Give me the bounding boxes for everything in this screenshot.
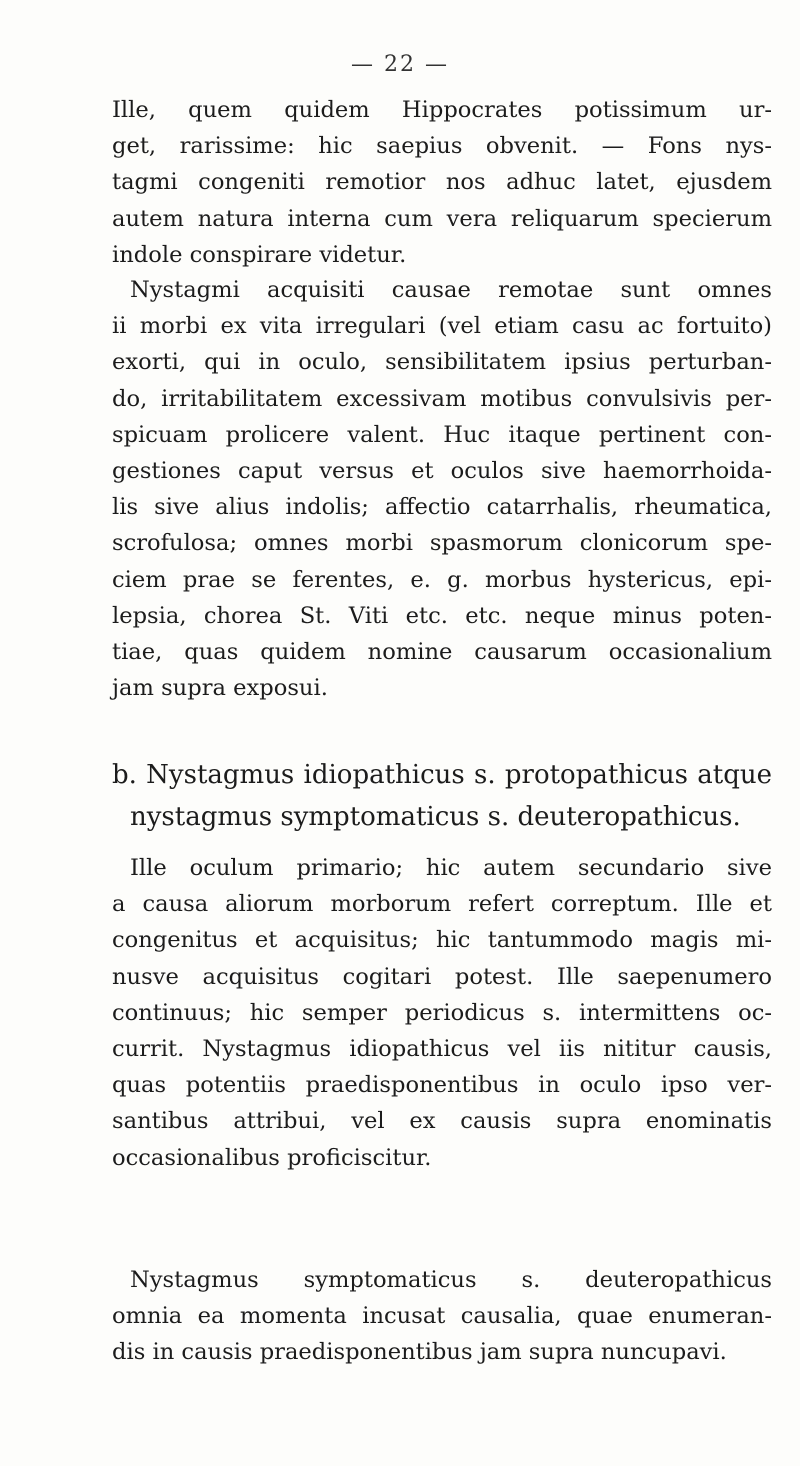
text-line: Nystagmi acquisiti causae remotae sunt omnes xyxy=(130,277,772,303)
text-line: tiae, quas quidem nomine causarum occasionalium xyxy=(112,639,772,666)
text-line: congenitus et acquisitus; hic tantummodo magis mi- xyxy=(112,927,772,954)
text-line: gestiones caput versus et oculos sive haemorrhoida- xyxy=(112,458,772,485)
text-line: lepsia, chorea St. Viti etc. etc. neque minus poten- xyxy=(112,602,772,629)
text-line: santibus attribui, vel ex causis supra enominatis xyxy=(112,1108,772,1135)
text-line: nusve acquisitus cogitari potest. Ille saepenumero xyxy=(112,963,772,990)
paragraph-idiopathicus xyxy=(112,850,772,1176)
text-line: currit. Nystagmus idiopathicus vel iis nititur causis, xyxy=(112,1036,772,1063)
paragraph-nystagmus-acquisiti xyxy=(112,272,772,706)
text-line: a causa aliorum morborum refert correptum. Ille et xyxy=(112,891,772,918)
page-number: — 22 — xyxy=(351,52,449,77)
paragraph-continuation xyxy=(112,92,772,273)
text-line: indole conspirare videtur. xyxy=(112,241,407,268)
text-line: do, irritabilitatem excessivam motibus convulsivis per- xyxy=(112,385,772,412)
text-line: occasionalibus proficiscitur. xyxy=(112,1144,432,1171)
text-line: jam supra exposui. xyxy=(112,675,328,702)
text-line: ciem prae se ferentes, e. g. morbus hystericus, epi- xyxy=(112,566,772,593)
text-line: ii morbi ex vita irregulari (vel etiam casu ac fortuito) xyxy=(112,313,772,340)
section-heading xyxy=(112,754,772,838)
text-line: lis sive alius indolis; affectio catarrhalis, rheumatica, xyxy=(112,494,772,521)
text-line: Ille oculum primario; hic autem secundario sive xyxy=(130,855,772,881)
text-line: dis in causis praedisponentibus jam supra nuncupavi. xyxy=(112,1339,727,1366)
text-line: Nystagmus symptomaticus s. deuteropathicus xyxy=(130,1267,772,1293)
paragraph-symptomaticus xyxy=(112,1262,772,1371)
text-line: autem natura interna cum vera reliquarum specierum xyxy=(112,205,772,232)
text-line: omnia ea momenta incusat causalia, quae enumeran- xyxy=(112,1303,772,1330)
heading-line: b. Nystagmus idiopathicus s. protopathicus atque xyxy=(112,760,772,790)
heading-line: nystagmus symptomaticus s. deuteropathicus. xyxy=(130,802,741,832)
text-line: Ille, quem quidem Hippocrates potissimum ur- xyxy=(112,97,772,123)
text-line: scrofulosa; omnes morbi spasmorum clonicorum spe- xyxy=(112,530,772,557)
text-line: continuus; hic semper periodicus s. intermittens oc- xyxy=(112,999,772,1026)
text-line: quas potentiis praedisponentibus in oculo ipso ver- xyxy=(112,1072,772,1099)
text-line: tagmi congeniti remotior nos adhuc latet, ejusdem xyxy=(112,169,772,196)
text-line: exorti, qui in oculo, sensibilitatem ipsius perturban- xyxy=(112,349,772,376)
text-line: get, rarissime: hic saepius obvenit. — Fons nys- xyxy=(112,133,772,160)
text-line: spicuam prolicere valent. Huc itaque pertinent con- xyxy=(112,421,772,448)
